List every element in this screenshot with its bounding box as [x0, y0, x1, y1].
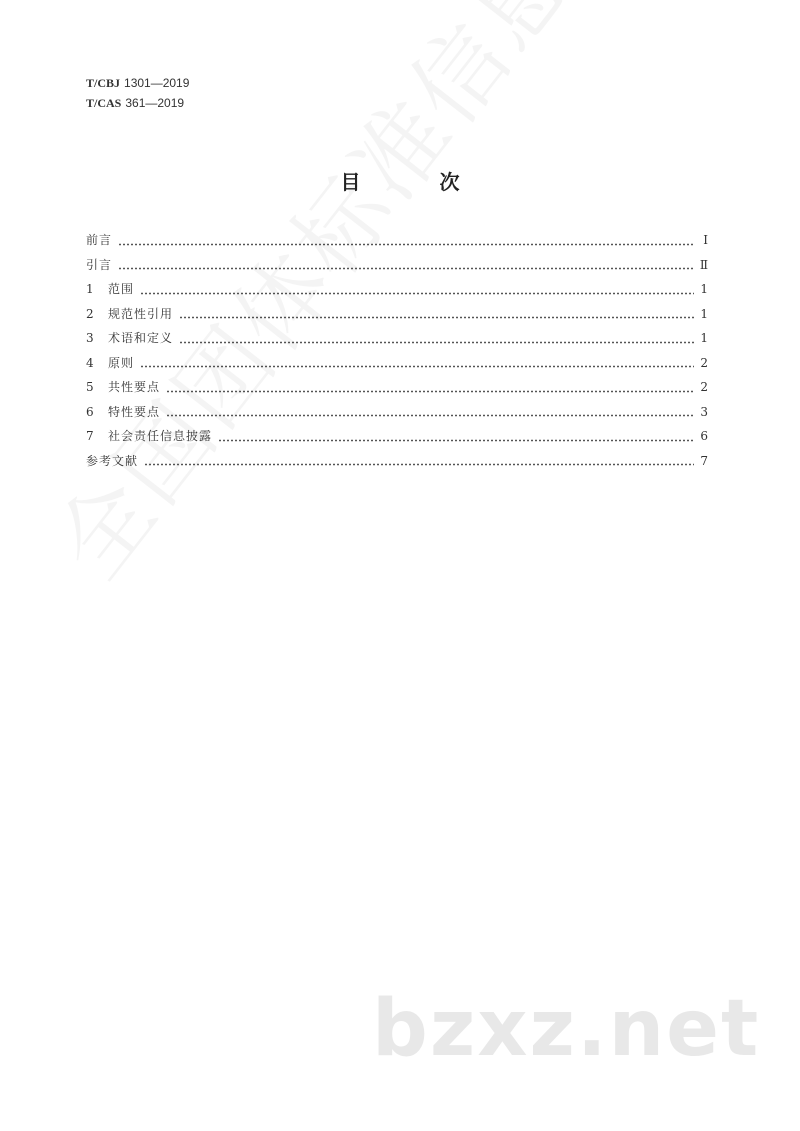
toc-entry-label: 范围	[108, 282, 135, 296]
toc-entry[interactable]	[86, 280, 708, 305]
toc-entry-label: 社会责任信息披露	[108, 429, 213, 443]
toc-entry[interactable]	[86, 427, 708, 452]
standard-code-line	[86, 93, 189, 113]
toc-entry-page: 1	[700, 306, 708, 321]
toc-entry-page: 3	[700, 404, 708, 419]
table-of-contents	[86, 231, 708, 476]
site-watermark: bzxz.net	[372, 984, 761, 1074]
toc-entry[interactable]	[86, 329, 708, 354]
toc-leader-dots	[144, 463, 694, 466]
toc-leader-dots	[140, 365, 694, 368]
toc-leader-dots	[166, 414, 694, 417]
toc-entry[interactable]	[86, 305, 708, 330]
toc-entry-number: 1	[86, 282, 94, 296]
toc-leader-dots	[179, 316, 694, 319]
toc-entry-number: 3	[86, 331, 94, 345]
toc-entry-page: Ⅰ	[703, 233, 708, 247]
toc-leader-dots	[118, 243, 694, 246]
toc-leader-dots	[118, 267, 694, 270]
toc-entry-page: Ⅱ	[699, 257, 708, 272]
toc-entry[interactable]	[86, 256, 708, 281]
toc-entry-page: 1	[700, 282, 708, 296]
toc-leader-dots	[166, 390, 694, 393]
toc-leader-dots	[218, 439, 694, 442]
toc-entry-label: 前言	[86, 233, 113, 247]
toc-entry-page: 1	[700, 331, 708, 345]
standard-codes	[86, 73, 189, 113]
toc-entry-label: 特性要点	[108, 404, 161, 419]
standard-code-line	[86, 73, 189, 93]
toc-entry-page: 2	[700, 380, 708, 394]
toc-entry[interactable]	[86, 403, 708, 428]
standard-number: 361—2019	[125, 96, 185, 110]
toc-leader-dots	[140, 292, 694, 295]
toc-entry-number: 6	[86, 404, 94, 419]
standard-prefix: T/CAS	[86, 96, 122, 110]
toc-entry-number: 2	[86, 306, 94, 321]
standard-prefix: T/CBJ	[86, 76, 121, 90]
toc-leader-dots	[179, 341, 694, 344]
toc-entry-number: 5	[86, 380, 94, 394]
toc-entry-label: 共性要点	[108, 380, 161, 394]
toc-entry-number: 7	[86, 429, 94, 443]
toc-entry[interactable]	[86, 231, 708, 256]
toc-entry-label: 原则	[108, 355, 135, 370]
toc-entry[interactable]	[86, 378, 708, 403]
toc-entry-label: 引言	[86, 257, 113, 272]
toc-entry-page: 2	[700, 355, 708, 370]
toc-entry-page: 6	[700, 429, 708, 443]
toc-title: 目 次	[340, 170, 496, 194]
toc-entry[interactable]	[86, 354, 708, 379]
toc-entry-label: 规范性引用	[108, 306, 174, 321]
toc-entry-label: 术语和定义	[108, 331, 174, 345]
standard-number: 1301—2019	[124, 76, 190, 90]
toc-entry-label: 参考文献	[86, 453, 139, 468]
toc-entry-number: 4	[86, 355, 94, 370]
toc-entry[interactable]	[86, 452, 708, 477]
toc-entry-page: 7	[700, 453, 708, 468]
